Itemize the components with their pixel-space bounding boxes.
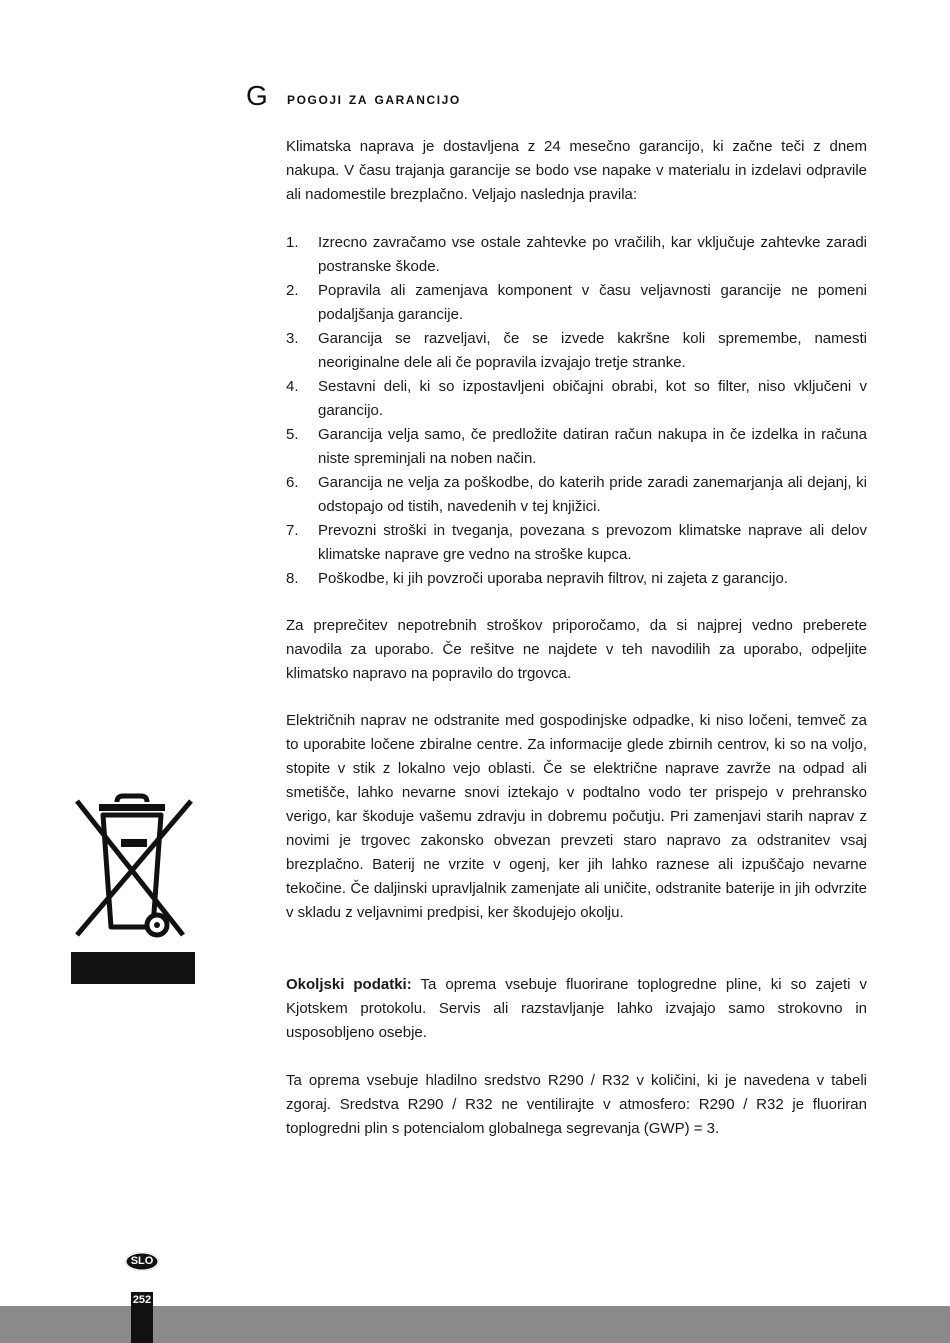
list-item-number: 3. [286, 330, 299, 347]
list-item-text: Popravila ali zamenjava komponent v času veljavnosti garancije ne pomeni podaljšanja garancije. [318, 282, 867, 323]
list-item-text: Garancija velja samo, če predložite datiran račun nakupa in če izdelka in računa niste spreminjali na noben način. [318, 426, 867, 467]
list-item [286, 471, 867, 519]
list-item-number: 6. [286, 474, 299, 491]
list-item-number: 8. [286, 570, 299, 587]
list-item-number: 5. [286, 426, 299, 443]
list-item [286, 327, 867, 375]
environment-label: Okoljski podatki: [286, 976, 412, 993]
list-item-text: Poškodbe, ki jih povzroči uporaba nepravih filtrov, ni zajeta z garancijo. [318, 570, 788, 587]
refrigerant-text: Ta oprema vsebuje hladilno sredstvo R290 / R32 v količini, ki je navedena v tabeli zgoraj. Sredstva R290 / R32 ne ventilirajte v atmosfero: R290 / R32 je fluoriran toplogredni plin s potencialom globalnega segrevanja (GWP) = 3. [286, 1072, 867, 1137]
intro-paragraph [286, 135, 867, 207]
section-title: pogoji za garancijo [287, 89, 461, 108]
intro-text: Klimatska naprava je dostavljena z 24 mesečno garancijo, ki začne teči z dnem nakupa. V času trajanja garancije se bodo vse napake v materialu in izdelavi odpravile ali nadomestile brezplačno. Veljajo naslednja pravila: [286, 138, 867, 203]
list-item-number: 1. [286, 234, 299, 251]
list-item [286, 375, 867, 423]
language-badge: SLO [125, 1252, 159, 1271]
refrigerant-paragraph [286, 1069, 867, 1141]
page-number: 252 [132, 1294, 152, 1306]
crossed-out-wheelie-bin-icon [71, 793, 195, 984]
list-item [286, 279, 867, 327]
list-item [286, 519, 867, 567]
warranty-rules [286, 231, 867, 591]
list-item-number: 2. [286, 282, 299, 299]
list-item-text: Prevozni stroški in tveganja, povezana s prevozom klimatske naprave ali delov klimatske naprave gre vedno na stroške kupca. [318, 522, 867, 563]
advice-text: Za preprečitev nepotrebnih stroškov priporočamo, da si najprej vedno preberete navodila za uporabo. Če rešitve ne najdete v teh navodilih za uporabo, odpeljite klimatsko napravo na popravilo do trgovca. [286, 617, 867, 682]
disposal-text: Električnih naprav ne odstranite med gospodinjske odpadke, ki niso ločeni, temveč za to uporabite ločene zbiralne centre. Za informacije glede zbirnih centrov, ki so na voljo, stopite v stik z lokalno vejo oblasti. Če se električne naprave zavrže na odpad ali smetišče, lahko nevarne snovi iztekajo v podtalno vodo ter prispejo v prehransko verigo, kar škoduje vašemu zdravju in dobremu počutju. Pri zamenjavi starih naprav z novimi je trgovec zakonsko obvezan prevzeti staro napravo za odstranitev vsaj brezplačno. Baterij ne vrzite v ogenj, ker jih lahko raznese ali izpuščajo nevarne tekočine. Če daljinski upravljalnik zamenjate ali uničite, odstranite baterije in jih odvrzite v skladu z veljavnimi predpisi, ker škodujejo okolju. [286, 712, 867, 921]
environment-paragraph [286, 973, 867, 1045]
section-letter: G [246, 80, 268, 111]
list-item [286, 231, 867, 279]
list-item [286, 567, 867, 591]
rules-list [286, 231, 867, 591]
list-item-number: 4. [286, 378, 299, 395]
list-item-text: Sestavni deli, ki so izpostavljeni običajni obrabi, kot so filter, niso vključeni v garancijo. [318, 378, 867, 419]
list-item-text: Garancija se razveljavi, če se izvede kakršne koli spremembe, namesti neoriginalne dele ali če popravila izvajajo tretje stranke. [318, 330, 867, 371]
environment-body: Ta oprema vsebuje fluorirane toplogredne pline, ki so zajeti v Kjotskem protokolu. Servis ali razstavljanje lahko izvajajo samo strokovno in usposobljeno osebje. [286, 976, 867, 1041]
list-item-text: Izrecno zavračamo vse ostale zahtevke po vračilih, kar vključuje zahtevke zaradi postranske škode. [318, 234, 867, 275]
list-item-text: Garancija ne velja za poškodbe, do katerih pride zaradi zanemarjanja ali dejanj, ki odstopajo od tistih, navedenih v tej knjižici. [318, 474, 867, 515]
advice-paragraph [286, 614, 867, 686]
disposal-paragraph [286, 709, 867, 925]
environment-text [286, 973, 867, 1045]
list-item-number: 7. [286, 522, 299, 539]
list-item [286, 423, 867, 471]
